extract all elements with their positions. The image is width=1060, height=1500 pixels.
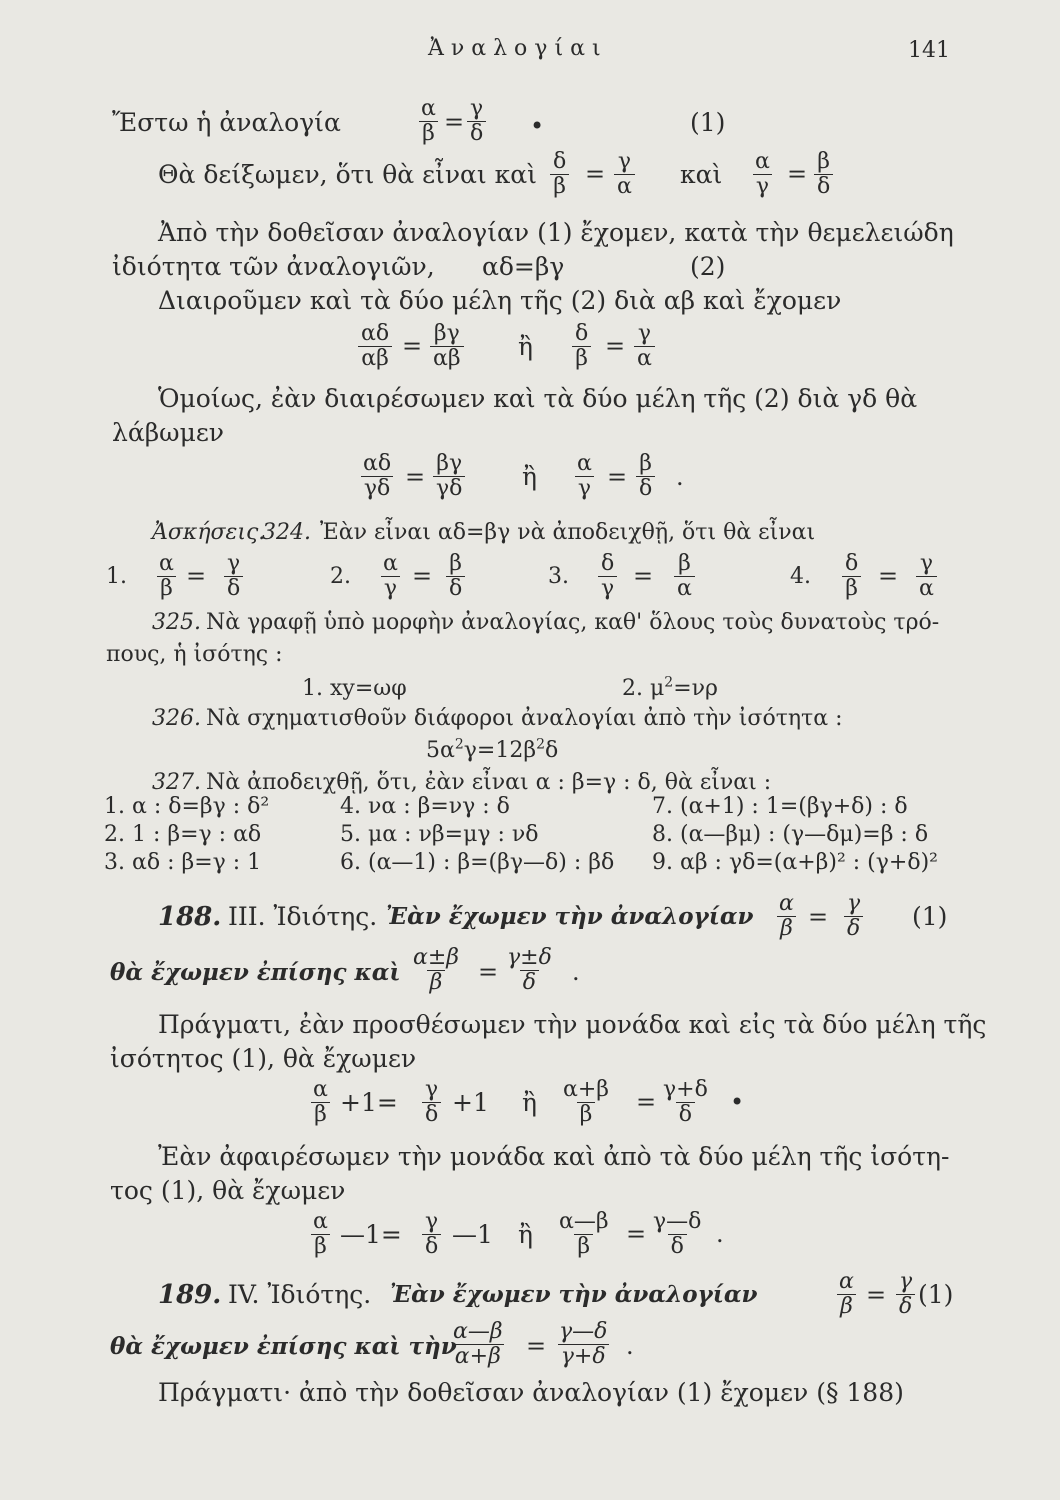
exercise-number-324: 324. (262, 520, 311, 545)
or-word: ἢ (518, 1220, 533, 1249)
exercise-number-326: 326. (152, 706, 201, 731)
section-number-188: 188. (158, 902, 222, 932)
fraction: $\frac{\gamma}{\delta}$ (422, 1078, 441, 1127)
paragraph-188-1a: Πράγματι, ἐὰν προσθέσωμεν τὴν μονάδα καὶ εἰς τὰ δύο μέλη τῆς (158, 1010, 987, 1039)
equals-sign: = (607, 463, 628, 491)
fraction: $\frac{\beta}{\delta}$ (636, 452, 655, 501)
fraction: $\frac{\alpha}{\beta}$ (313, 1209, 328, 1259)
fraction: $\frac{\alpha}{\beta}$ (421, 96, 436, 146)
intro-text-4: ἰδιότητα τῶν ἀναλογιῶν, (112, 252, 435, 281)
fraction: $\frac{\beta\gamma}{\gamma\delta}$ (433, 452, 465, 501)
fraction: $\frac{\gamma}{\alpha}$ (634, 322, 655, 371)
exercise-item-325-1: 1. xy=ωφ (302, 676, 407, 701)
running-header: Ἀναλογίαι (428, 36, 608, 61)
section-statement-188a: Ἐὰν ἔχωμεν τὴν ἀναλογίαν (386, 903, 754, 930)
exercise-item: 4. να : β=νγ : δ (340, 794, 510, 819)
intro-text-6: Ὁμοίως, ἐὰν διαιρέσωμεν καὶ τὰ δύο μέλη τῆς (2) διὰ γδ θὰ (158, 384, 918, 413)
item-number: 2. (330, 564, 351, 589)
fraction: $\frac{\alpha}{\beta}$ (313, 1077, 328, 1127)
fraction: $\frac{\alpha}{\beta}$ (779, 891, 794, 941)
exercise-item: 8. (α—βμ) : (γ—δμ)=β : δ (652, 822, 929, 847)
period-mark: . (716, 1220, 724, 1248)
section-statement-189a: Ἐὰν ἔχωμεν τὴν ἀναλογίαν (390, 1281, 758, 1308)
intro-text-3: Ἀπὸ τὴν δοθεῖσαν ἀναλογίαν (1) ἔχομεν, κατὰ τὴν θεμελειώδη (158, 218, 954, 247)
equals-sign: = (878, 562, 899, 590)
item-number: 4. (790, 564, 811, 589)
paragraph-188-2b: τος (1), θὰ ἔχωμεν (110, 1176, 346, 1205)
fraction: $\frac{\gamma—\delta}{\gamma+\delta}$ (559, 1319, 608, 1369)
exercise-item: 9. αβ : γδ=(α+β)² : (γ+δ)² (652, 850, 938, 875)
intro-text-5: Διαιροῦμεν καὶ τὰ δύο μέλη τῆς (2) διὰ αβ καὶ ἔχομεν (158, 286, 842, 315)
fraction: $\frac{\alpha—\beta}{\beta}$ (559, 1209, 609, 1259)
exercise-text-324: Ἐὰν εἶναι αδ=βγ νὰ ἀποδειχθῇ, ὅτι θὰ εἶναι (320, 520, 816, 545)
exercises-label: Ἀσκήσεις. (152, 520, 266, 545)
exercise-formula-326: $5\alpha^2\gamma=12\beta^2\delta$ (426, 736, 559, 763)
equals-sign: = (478, 958, 499, 986)
exercise-text-326: Νὰ σχηματισθοῦν διάφοροι ἀναλογίαι ἀπὸ τὴν ἰσότητα : (206, 706, 843, 731)
dot-mark: • (530, 112, 545, 140)
equals-sign: = (626, 1220, 647, 1248)
exercise-item: 6. (α—1) : β=(βγ—δ) : βδ (340, 850, 615, 875)
fraction: $\frac{\alpha\delta}{\gamma\delta}$ (360, 452, 394, 501)
exercise-item-325-2: 2. $\mu^2=\nu\rho$ (622, 674, 718, 701)
fraction: $\frac{\gamma—\delta}{\delta}$ (653, 1209, 702, 1259)
fraction: $\frac{\beta}{\delta}$ (814, 150, 833, 199)
fraction: $\frac{\delta}{\gamma}$ (598, 552, 617, 601)
equals-sign: = (636, 1088, 657, 1116)
exercise-text-325a: Νὰ γραφῇ ὑπὸ μορφὴν ἀναλογίας, καθ' ὅλους τοὺς δυνατοὺς τρό- (206, 610, 940, 635)
fraction: $\frac{\beta}{\delta}$ (446, 552, 465, 601)
equation-number: (1) (912, 902, 948, 931)
conjunction: καὶ (680, 160, 723, 189)
dot-mark: • (730, 1088, 745, 1116)
exercise-item: 1. α : δ=βγ : δ² (104, 794, 270, 819)
fraction: $\frac{\beta}{\alpha}$ (674, 552, 695, 601)
fraction: $\frac{\gamma}{\alpha}$ (614, 150, 635, 199)
math-op: —1= (340, 1220, 402, 1249)
equals-sign: = (526, 1332, 547, 1360)
fraction: $\frac{\alpha}{\gamma}$ (752, 150, 773, 199)
fraction: $\frac{\alpha}{\gamma}$ (380, 552, 401, 601)
equals-sign: = (412, 562, 433, 590)
fraction: $\frac{\alpha+\beta}{\beta}$ (563, 1077, 610, 1127)
math-op: +1 (452, 1088, 489, 1117)
paragraph-188-1b: ἰσότητος (1), θὰ ἔχωμεν (110, 1044, 417, 1073)
fraction: $\frac{\gamma}{\delta}$ (844, 892, 863, 941)
fraction: $\frac{\alpha\delta}{\alpha\beta}$ (358, 322, 392, 371)
fraction: $\frac{\gamma}{\alpha}$ (916, 552, 937, 601)
fraction: $\frac{\gamma}{\delta}$ (224, 552, 243, 601)
identity-formula: αδ=βγ (482, 252, 565, 281)
exercise-item: 7. (α+1) : 1=(βγ+δ) : δ (652, 794, 908, 819)
period-mark: . (626, 1332, 634, 1360)
equals-sign: = (405, 463, 426, 491)
fraction: $\frac{\delta}{\beta}$ (550, 150, 569, 199)
equals-sign: = (444, 108, 465, 136)
fraction: $\frac{\gamma\pm\delta}{\delta}$ (507, 945, 552, 995)
exercise-number-327: 327. (152, 770, 201, 795)
item-number: 1. (106, 564, 127, 589)
exercise-text-325b: πους, ἡ ἰσότης : (106, 642, 283, 667)
fraction: $\frac{\gamma+\delta}{\delta}$ (663, 1077, 708, 1127)
fraction: $\frac{\alpha\pm\beta}{\beta}$ (413, 945, 460, 995)
fraction: $\frac{\alpha}{\beta}$ (159, 551, 174, 601)
fraction: $\frac{\gamma}{\delta}$ (422, 1210, 441, 1259)
exercise-number-325: 325. (152, 610, 201, 635)
intro-text-7: λάβωμεν (112, 418, 224, 447)
section-statement-189b: θὰ ἔχωμεν ἐπίσης καὶ τὴν (110, 1333, 457, 1360)
section-heading-189: IV. Ἰδιότης. (228, 1280, 372, 1309)
exercise-item: 5. μα : νβ=μγ : νδ (340, 822, 539, 847)
fraction: $\frac{\gamma}{\delta}$ (467, 97, 486, 146)
exercise-item: 2. 1 : β=γ : αδ (104, 822, 262, 847)
period-mark: . (676, 463, 684, 491)
equals-sign: = (633, 562, 654, 590)
or-word: ἢ (522, 1088, 537, 1117)
equals-sign: = (866, 1281, 887, 1309)
exercise-item: 3. αδ : β=γ : 1 (104, 850, 262, 875)
intro-text-1: Ἔστω ἡ ἀναλογία (112, 108, 341, 137)
section-number-189: 189. (158, 1280, 222, 1310)
equation-number: (1) (918, 1280, 954, 1309)
fraction: $\frac{\alpha}{\gamma}$ (574, 452, 595, 501)
or-word: ἢ (518, 332, 533, 361)
math-op: —1 (452, 1220, 493, 1249)
fraction: $\frac{\alpha}{\beta}$ (839, 1269, 854, 1319)
page-number: 141 (908, 38, 950, 63)
equals-sign: = (605, 332, 626, 360)
equation-number: (1) (690, 108, 726, 137)
math-op: +1= (340, 1088, 398, 1117)
or-word: ἢ (522, 462, 537, 491)
fraction: $\frac{\delta}{\beta}$ (842, 552, 861, 601)
fraction: $\frac{\beta\gamma}{\alpha\beta}$ (430, 322, 464, 371)
fraction: $\frac{\delta}{\beta}$ (572, 322, 591, 371)
equals-sign: = (787, 160, 808, 188)
paragraph-189-1: Πράγματι· ἀπὸ τὴν δοθεῖσαν ἀναλογίαν (1) ἔχομεν (§ 188) (158, 1378, 904, 1407)
equals-sign: = (402, 332, 423, 360)
equation-number: (2) (690, 252, 726, 281)
equals-sign: = (186, 562, 207, 590)
paragraph-188-2a: Ἐὰν ἀφαιρέσωμεν τὴν μονάδα καὶ ἀπὸ τὰ δύο μέλη τῆς ἰσότη- (158, 1142, 950, 1171)
item-number: 3. (548, 564, 569, 589)
period-mark: . (572, 958, 580, 986)
fraction: $\frac{\gamma}{\delta}$ (896, 1270, 915, 1319)
section-heading-188: III. Ἰδιότης. (228, 902, 378, 931)
exercise-text-327: Νὰ ἀποδειχθῇ, ὅτι, ἐὰν εἶναι α : β=γ : δ, θὰ εἶναι : (206, 770, 772, 795)
equals-sign: = (585, 160, 606, 188)
equals-sign: = (808, 903, 829, 931)
fraction: $\frac{\alpha—\beta}{\alpha+\beta}$ (453, 1319, 503, 1369)
section-statement-188b: θὰ ἔχωμεν ἐπίσης καὶ (110, 959, 401, 986)
intro-text-2: Θὰ δείξωμεν, ὅτι θὰ εἶναι καὶ (158, 160, 537, 189)
